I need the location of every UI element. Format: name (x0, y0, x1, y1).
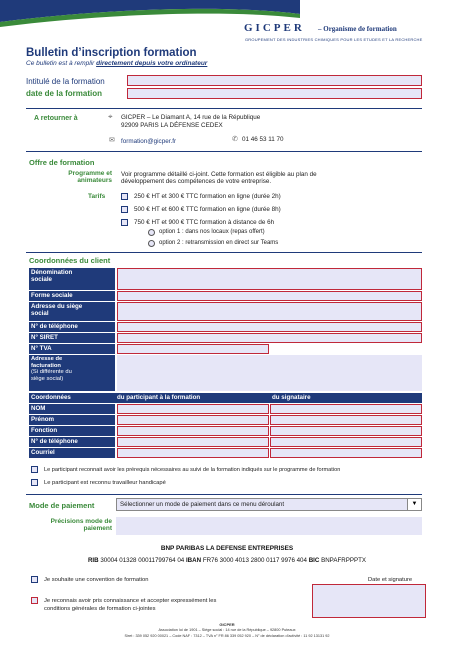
page-subtitle: Ce bulletin est à remplir directement depuis votre ordinateur (26, 60, 208, 67)
tarif3-label: 750 € HT et 900 € TTC formation à distance de 6h (134, 219, 275, 226)
participants-col1: du participant à la formation (115, 393, 270, 403)
tarif2-checkbox[interactable] (121, 206, 128, 213)
siret-label: N° SIRET (29, 333, 115, 343)
forme-field[interactable] (117, 291, 422, 301)
divider (26, 494, 422, 495)
convention-checkbox[interactable] (31, 576, 38, 583)
adresse-siege-label: Adresse du siège social (29, 302, 115, 321)
tarif3-checkbox[interactable] (121, 219, 128, 226)
adresse-siege-field[interactable] (117, 302, 422, 321)
paiement-label: Mode de paiement (29, 501, 95, 510)
phone-number: 01 46 53 11 70 (242, 136, 284, 143)
tva-field[interactable] (117, 344, 269, 354)
paiement-select-value: Sélectionner un mode de paiement dans ce menu déroulant (120, 501, 285, 508)
header-swoosh (0, 0, 454, 40)
prerequis-label: Le participant reconnait avoir les prérequis nécessaires au suivi de la formation indiqués sur le programme de formation (44, 467, 341, 473)
option1-radio[interactable] (148, 229, 155, 236)
gicper-logo: GICPER (244, 22, 305, 34)
programme-text: Voir programme détaillé ci-joint. Cette formation est éligible au plan de développement des compétences de votre entreprise. (121, 171, 317, 185)
participant-courriel-field[interactable] (117, 448, 269, 458)
footer-line1: Association loi de 1901 – Siège social : 14 rue de la République – 92800 Puteaux (158, 628, 296, 632)
participant-row-label: N° de téléphone (29, 437, 115, 447)
location-pin-icon: ⌖ (108, 112, 113, 121)
convention-label: Je souhaite une convention de formation (44, 577, 149, 583)
signature-field[interactable] (312, 584, 426, 618)
email-icon: ✉ (109, 137, 115, 144)
tarifs-label: Tarifs (88, 193, 106, 200)
precisions-label: Précisions mode de paiement (50, 518, 112, 532)
participants-col0: Coordonnées (29, 393, 115, 403)
address-line2: 92909 PARIS LA DÉFENSE CEDEX (121, 122, 223, 129)
precisions-field[interactable] (116, 517, 422, 535)
denomination-field[interactable] (117, 268, 422, 290)
date-label: date de la formation (26, 89, 103, 98)
cgv-checkbox[interactable] (31, 597, 38, 604)
adresse-facturation-label: Adresse de facturation (Si différente du siège social) (29, 355, 115, 391)
retour-label: A retourner à (34, 115, 78, 122)
participant-row-label: Fonction (29, 426, 115, 436)
participant-prenom-field[interactable] (117, 415, 269, 425)
bank-title: BNP PARIBAS LA DEFENSE ENTREPRISES (160, 545, 294, 552)
participant-nom-field[interactable] (117, 404, 269, 414)
siret-field[interactable] (117, 333, 422, 343)
participant-fonction-field[interactable] (117, 426, 269, 436)
cgv-label: Je reconnais avoir pris connaissance et accepter expressément les conditions générales de formation ci-jointes (44, 598, 217, 612)
intitule-field[interactable] (127, 75, 422, 86)
signataire-nom-field[interactable] (270, 404, 422, 414)
signataire-telephone-field[interactable] (270, 437, 422, 447)
telephone-label: N° de téléphone (29, 322, 115, 332)
intitule-label: Intitulé de la formation (26, 77, 105, 86)
handicap-label: Le participant est reconnu travailleur handicapé (44, 480, 166, 486)
paiement-select[interactable] (116, 498, 422, 511)
tarif1-checkbox[interactable] (121, 193, 128, 200)
bank-details: RIB 30004 01328 00011799764 04 IBAN FR76 3000 4013 2800 0117 9976 404 BIC BNPAFRPPPTX (87, 557, 367, 564)
footer-name: GICPER (219, 622, 235, 627)
address-line1: GICPER – Le Diamant A, 14 rue de la République (121, 114, 261, 121)
divider (26, 108, 422, 109)
offre-heading: Offre de formation (29, 158, 95, 167)
tva-label: N° TVA (29, 344, 115, 354)
phone-icon: ✆ (232, 136, 238, 143)
page-title: Bulletin d’inscription formation (26, 47, 197, 59)
option1-label: option 1 : dans nos locaux (repas offert) (159, 229, 265, 235)
tarif1-label: 250 € HT et 300 € TTC formation en ligne (durée 2h) (134, 193, 281, 200)
denomination-label: Dénomination sociale (29, 268, 115, 290)
signataire-fonction-field[interactable] (270, 426, 422, 436)
programme-label: Programme et animateurs (68, 170, 112, 184)
prerequis-checkbox[interactable] (31, 466, 38, 473)
participant-row-label: NOM (29, 404, 115, 414)
participant-row-label: Prénom (29, 415, 115, 425)
option2-label: option 2 : retransmission en direct sur Teams (159, 240, 279, 246)
divider (26, 151, 422, 152)
handicap-checkbox[interactable] (31, 479, 38, 486)
chevron-down-icon[interactable]: ▼ (407, 499, 421, 510)
participant-telephone-field[interactable] (117, 437, 269, 447)
footer-line2: Siret : 339 052 920 00021 – Code NAF : 7312 – TVA n° FR 86 339 052 920 – N° de déclaration d’activité : 11 92 13131 92 (124, 634, 330, 638)
participant-row-label: Courriel (29, 448, 115, 458)
forme-label: Forme sociale (29, 291, 115, 301)
adresse-facturation-field[interactable] (117, 355, 422, 391)
date-signature-label: Date et signature (368, 577, 413, 583)
tarif2-label: 500 € HT et 600 € TTC formation en ligne (durée 8h) (134, 206, 281, 213)
date-field[interactable] (127, 88, 422, 99)
group-line: GROUPEMENT DES INDUSTRIES CHIMIQUES POUR LES ETUDES ET LA RECHERCHE (245, 37, 423, 42)
signataire-prenom-field[interactable] (270, 415, 422, 425)
client-heading: Coordonnées du client (29, 256, 111, 265)
signataire-courriel-field[interactable] (270, 448, 422, 458)
telephone-field[interactable] (117, 322, 422, 332)
participants-col2: du signataire (270, 393, 422, 403)
divider (26, 252, 422, 253)
option2-radio[interactable] (148, 240, 155, 247)
email-link[interactable]: formation@gicper.fr (121, 138, 177, 145)
org-suffix: – Organisme de formation (318, 25, 397, 33)
